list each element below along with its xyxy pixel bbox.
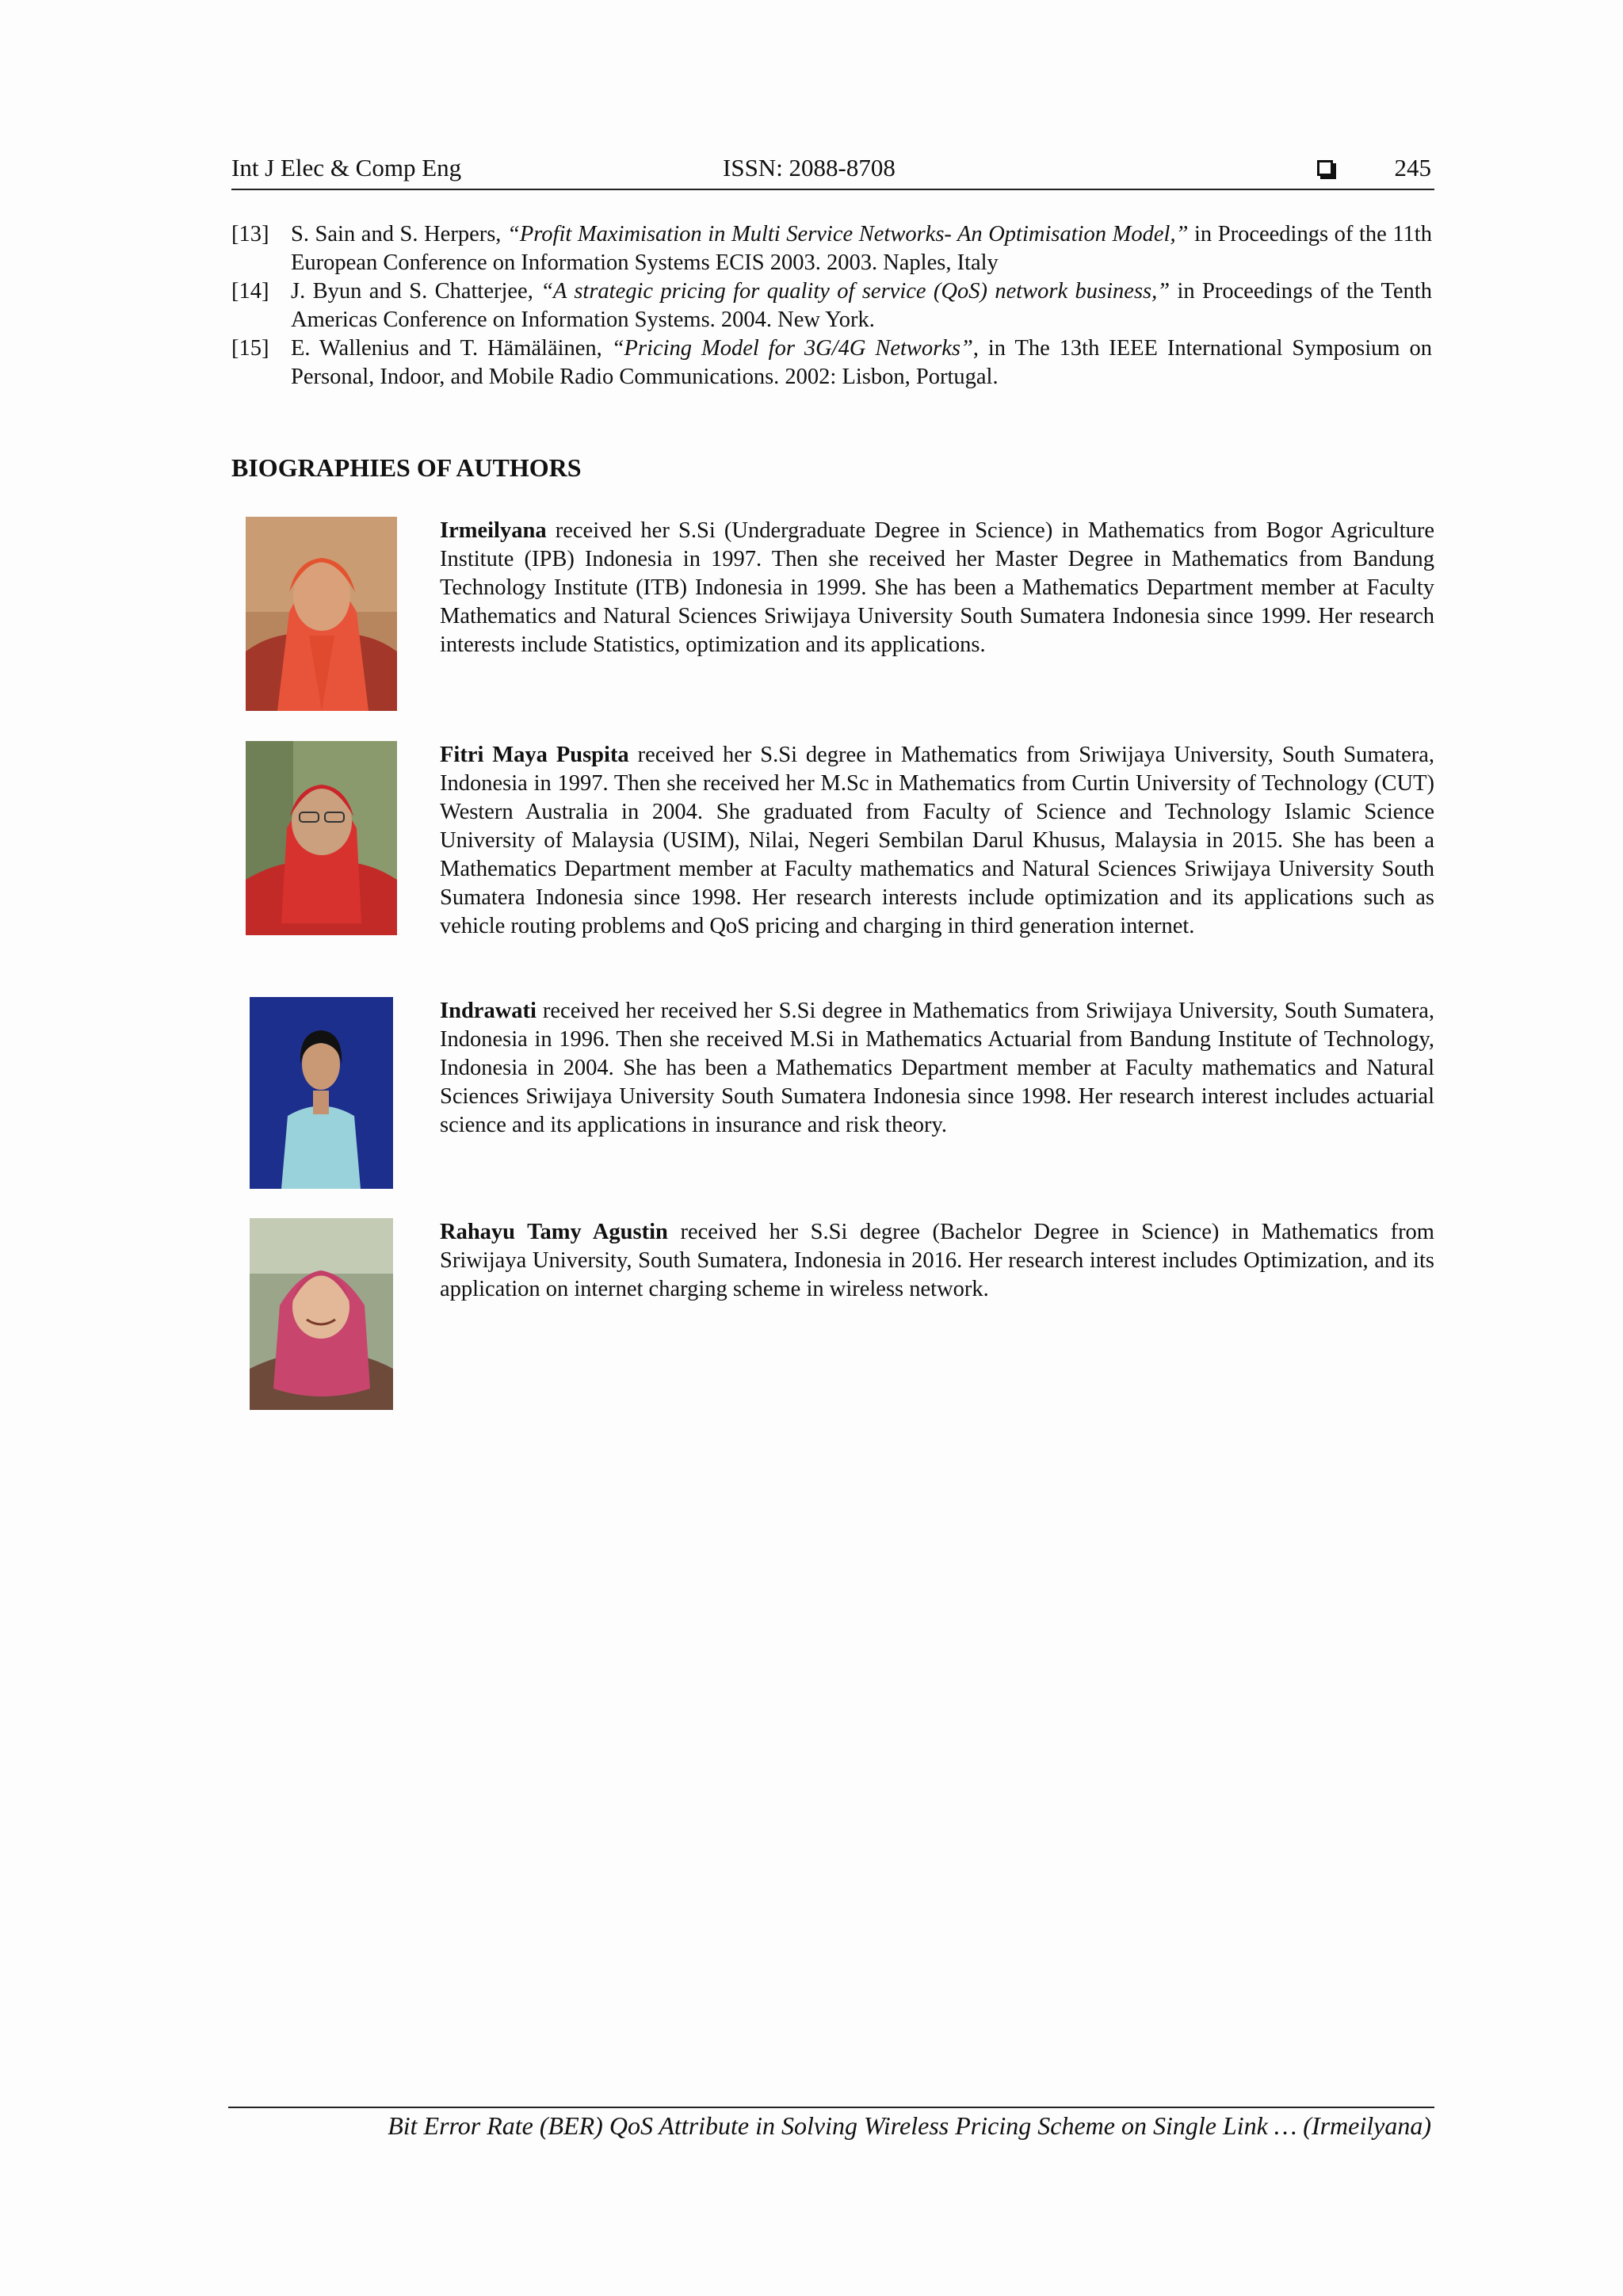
reference-authors: S. Sain and S. Herpers, — [291, 222, 508, 246]
reference-details: in Proceedings of the Tenth Americas Conference on Information Systems. 2004. New York. — [291, 279, 1432, 332]
reference-item — [231, 277, 1432, 334]
reference-item — [231, 334, 1432, 392]
reference-authors: E. Wallenius and T. Hämäläinen, — [291, 336, 612, 361]
reference-list — [231, 220, 1432, 392]
reference-details: , in The 13th IEEE International Symposium on Personal, Indoor, and Mobile Radio Communications. 2002: Lisbon, Portugal. — [291, 336, 1432, 389]
author-photo — [250, 1218, 393, 1410]
biography-body: received her S.Si (Undergraduate Degree in Science) in Mathematics from Bogor Agriculture Institute (IPB) Indonesia in 1997. Then she received her Master Degree in Mathematics from Bandung Technology Institute (ITB) Indonesia in 1999. She has been a Mathematics Department member at Faculty Mathematics and Natural Sciences Sriwijaya University South Sumatera Indonesia since 1999. Her research interests include Statistics, optimization and its applications. — [440, 518, 1434, 657]
section-title: BIOGRAPHIES OF AUTHORS — [231, 453, 582, 482]
reference-number: [14] — [231, 279, 269, 304]
author-name: Irmeilyana — [440, 518, 547, 543]
biography-text — [440, 741, 1434, 941]
author-biography — [231, 741, 1434, 938]
page-number: 245 — [1394, 154, 1431, 181]
author-photo — [246, 741, 397, 935]
biography-body: received her received her S.Si degree in Mathematics from Sriwijaya University, South Sumatera, Indonesia in 1996. Then she received M.Si in Mathematics Actuarial from Bandung Institute of Technology, Indonesia in 2004. She has been a Mathematics Department member at Faculty mathematics and Natural Sciences Sriwijaya University South Sumatera Indonesia since 1998. Her research interest includes actuarial science and its applications in insurance and risk theory. — [440, 999, 1434, 1137]
biography-text — [440, 517, 1434, 659]
author-biography — [231, 1218, 1434, 1410]
box-icon — [1317, 160, 1333, 176]
author-photo — [246, 517, 397, 711]
running-footer: Bit Error Rate (BER) QoS Attribute in Solving Wireless Pricing Scheme on Single Link … (Irmeilyana) — [388, 2111, 1431, 2140]
reference-title: “Profit Maximisation in Multi Service Networks- An Optimisation Model,” — [507, 222, 1189, 246]
reference-details: in Proceedings of the 11th European Conference on Information Systems ECIS 2003. 2003. Naples, Italy — [291, 222, 1432, 275]
reference-authors: J. Byun and S. Chatterjee, — [291, 279, 541, 304]
running-header — [231, 154, 1434, 189]
header-rule — [231, 189, 1434, 190]
issn: ISSN: 2088-8708 — [723, 154, 896, 181]
biography-body: received her S.Si degree in Mathematics from Sriwijaya University, South Sumatera, Indonesia in 1997. Then she received her M.Sc in Mathematics from Curtin University of Technology (CUT) Western Australia in 2004. She graduated from Faculty of Science and Technology Islamic Science University of Malaysia (USIM), Nilai, Negeri Sembilan Darul Khusus, Malaysia in 2015. She has been a Mathematics Department member at Faculty mathematics and Natural Sciences Sriwijaya University South Sumatera Indonesia since 1998. Her research interests include optimization and its applications such as vehicle routing problems and QoS pricing and charging in third generation internet. — [440, 743, 1434, 938]
author-biography — [231, 997, 1434, 1189]
biography-text — [440, 1218, 1434, 1304]
reference-number: [15] — [231, 336, 269, 361]
author-name: Fitri Maya Puspita — [440, 743, 629, 767]
author-name: Indrawati — [440, 999, 537, 1023]
biography-text — [440, 997, 1434, 1140]
journal-name: Int J Elec & Comp Eng — [231, 154, 462, 181]
reference-item — [231, 220, 1432, 277]
biography-body: received her S.Si degree (Bachelor Degree in Science) in Mathematics from Sriwijaya University, South Sumatera, Indonesia in 2016. Her research interest includes Optimization, and its application on internet charging scheme in wireless network. — [440, 1220, 1434, 1301]
reference-number: [13] — [231, 222, 269, 246]
author-photo — [250, 997, 393, 1189]
footer-rule — [228, 2107, 1434, 2108]
reference-title: “Pricing Model for 3G/4G Networks” — [611, 336, 973, 361]
reference-title: “A strategic pricing for quality of service (QoS) network business,” — [540, 279, 1170, 304]
author-biography — [231, 517, 1434, 711]
author-name: Rahayu Tamy Agustin — [440, 1220, 668, 1244]
